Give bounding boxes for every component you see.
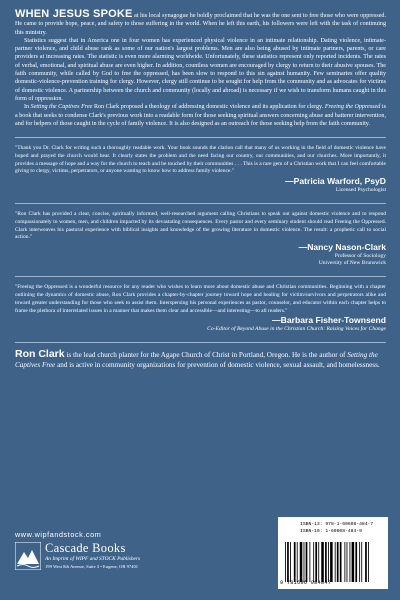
publisher-address: 199 West 8th Avenue, Suite 3 • Eugene, OR 97401 [45, 564, 139, 569]
endorsement-attribution [15, 176, 386, 194]
endorsement-3 [15, 284, 386, 333]
barcode-bars-icon [285, 542, 383, 582]
publisher-url[interactable]: www.wipfandstock.com [15, 530, 102, 539]
endorsement-2 [15, 211, 386, 267]
endorser-name: —Nancy Nason-Clark [298, 241, 386, 252]
publisher-block [15, 541, 145, 591]
back-cover-content [15, 0, 386, 370]
intro-paragraph-2: Statistics suggest that in America one in four women has experienced physical violence in an intimate relationship. Dating violence, intimate-partner violence, and child abuse rank as some of our nation's largest problems. Men are also being abused by intimate partners, parents, or care providers at increasing rates. The statistic is even more alarming worldwide. Unfortunately, these statistics represent only reported incidents. The rates of verbal, emotional, and spiritual abuse are even higher. In addition, countless women are encouraged by clergy to return to their abusive spouses. The faith community, while called by God to free the oppressed, has been slow to respond to this sin against humanity. Few seminaries offer quality domestic-violence-prevention training for clergy. However, clergy still continue to be sought for help from the community and as advocates for victims of domestic violence. A partnership between the church and community (locally and abroad) is necessary if we wish to transform humans caught in this form of oppression. [15, 37, 386, 102]
endorsement-text: "Ron Clark has provided a clear, concise, spiritually informed, well-researched argument calling Christians to speak out against domestic violence and to respond compassionately to women, men, and children impacted by its devastating consequences. Every pastor and every seminary student should read Freeing the Oppressed. Clark interweaves his pastoral experience with biblical insights and knowledge of the growing literature in domestic violence. The result: a prophetic call to social action." [15, 211, 386, 241]
endorsement-text: "Freeing the Oppressed is a wonderful resource for any reader who wishes to learn more about domestic abuse and Christian communities. Beginning with a chapter outlining the dynamics of domestic abuse, Ron Clark provides a chapter-by-chapter journey toward hope and healing for victim/survivors and perpetrators alike and toward greater understanding for those who seek to assist them. Interspersing his personal experiences as pastor, counselor, and educator within each chapter helps to frame the plethora of interrelated issues in a manner that makes them clear and accessible—and interesting—to all readers." [15, 284, 386, 314]
endorser-name: —Patricia Warford, PsyD [285, 175, 386, 186]
isbn-10: ISBN-10: 1-60608-484-9 [300, 529, 362, 534]
endorsement-text: "Thank you Dr. Clark for writing such a thoroughly readable work. Your book sounds the clarion call that many of us working in the field of domestic violence have hoped and prayed the church would hear. It clearly states the problem and the need facing our country, our communities, and our churches. More importantly, it provides a message of hope and a way for the church to teach and be touched by their communities . . . This is a rare gem of a Christian work that I can feel comfortable giving to clergy, victims, perpetrators, or anyone wanting to know how to address family violence." [15, 145, 386, 175]
isbn-13: ISBN-13: 978-1-60608-484-7 [300, 522, 374, 527]
endorser-affiliation: University of New Brunswick [318, 260, 386, 267]
intro-paragraph-3: In Setting the Captives Free Ron Clark proposed a theology of addressing domestic violence and its application for clergy. Freeing the Oppressed is a book that seeks to condense Clark's previous work into a readable form for those seeking spiritual answers concerning abuse and batterer intervention, and for helpers of those caught in the cycle of family violence. It is also designed as an outreach for those seeking help from the faith community. [15, 104, 386, 127]
lead-heading: WHEN JESUS SPOKE [15, 8, 133, 20]
book-title: Freeing the Oppressed [324, 104, 381, 111]
endorser-role: Professor of Sociology [334, 252, 386, 259]
publisher-imprint: An Imprint of WIPF and STOCK Publishers [45, 556, 141, 562]
author-name: Ron Clark [15, 348, 65, 361]
divider [15, 203, 386, 204]
endorsement-attribution [15, 315, 386, 333]
publisher-name: Cascade Books [45, 541, 126, 555]
cascade-books-logo-icon [15, 542, 41, 570]
endorser-role: Co-Editor of Beyond Abuse in the Christian Church: Raising Voices for Change [207, 326, 386, 333]
description [15, 10, 386, 128]
endorsement-attribution [15, 242, 386, 267]
endorser-role: Licensed Psychologist [335, 186, 386, 193]
divider [15, 276, 386, 277]
isbn-barcode [278, 517, 388, 589]
footer [15, 522, 386, 592]
barcode-digits: 9 781606 084847 [280, 580, 332, 586]
author-bio: Ron Clark is the lead church planter for the Agape Church of Christ in Portland, Oregon. He is the author of Setting the Captives Free and is active in community organizations for prevention of domestic violence, sexual assault, and homelessness. [15, 348, 380, 369]
divider [15, 342, 386, 343]
endorser-name: —Barbara Fisher-Townsend [272, 315, 386, 326]
book-title: Setting the Captives Free [30, 104, 93, 111]
intro-paragraph-1: WHEN JESUS SPOKE at his local synagogue he boldly proclaimed that he was the one sent to free those who were oppressed. He came to provide hope, peace, and safety to those suffering in the world. When he left this earth, his followers were left with the task of continuing this ministry. [15, 8, 386, 36]
book-title: Setting the Captives Free [15, 351, 378, 369]
divider [15, 137, 386, 138]
endorsement-1 [15, 145, 386, 194]
